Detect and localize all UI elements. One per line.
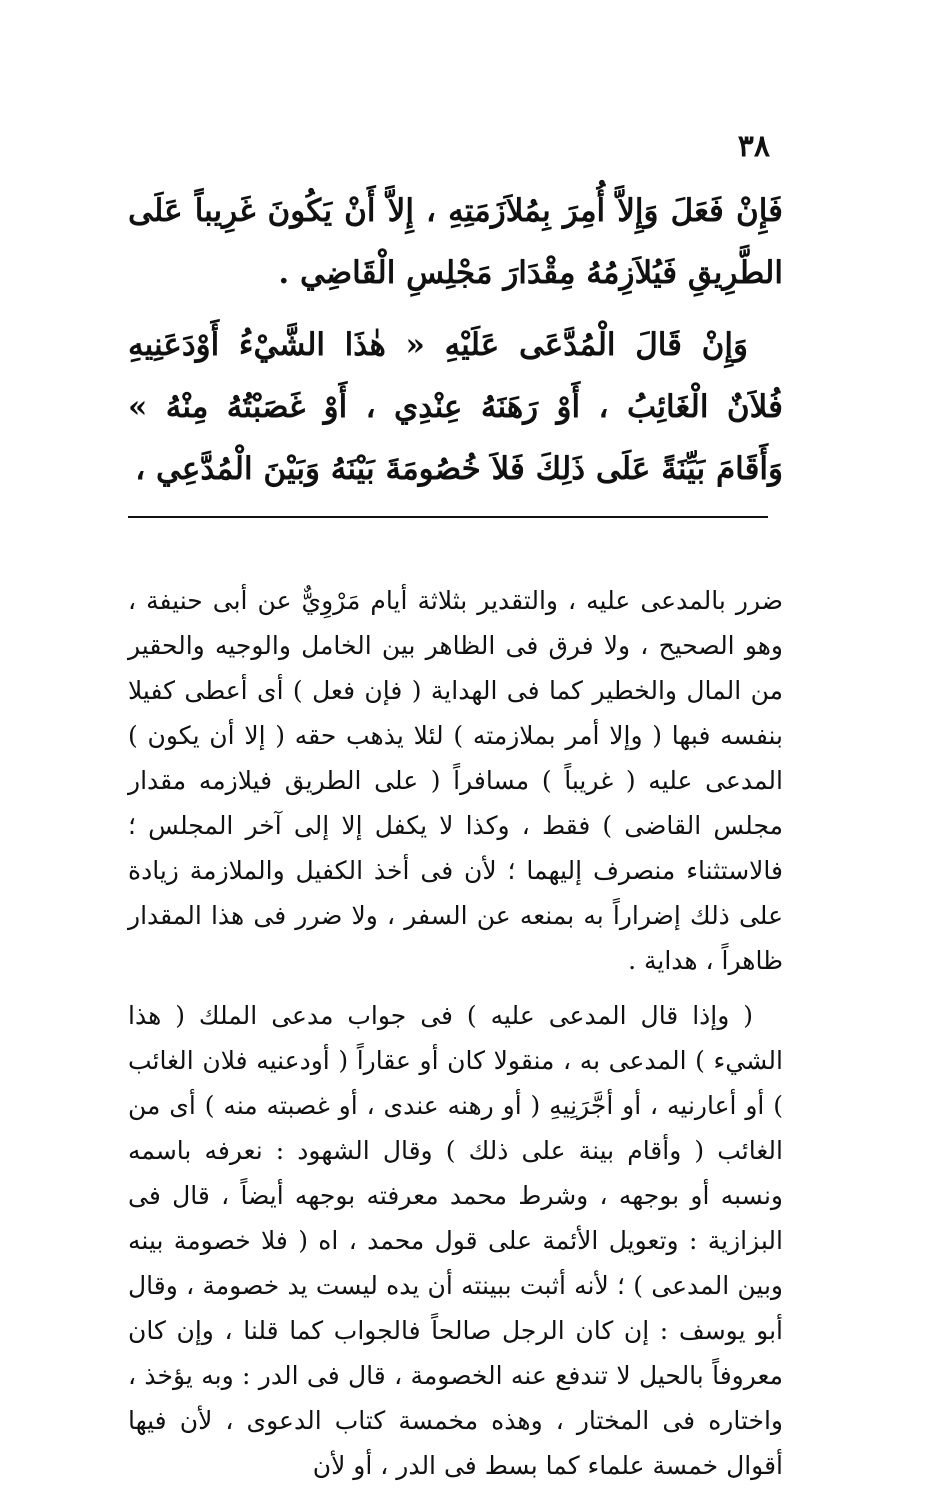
main-text-paragraph: وَإِنْ قَالَ الْمُدَّعَى عَلَيْهِ « هٰذَا الشَّيْءُ أَوْدَعَنِيهِ فُلاَنٌ الْغَائِبُ ، أَوْ رَهَنَهُ عِنْدِي ، أَوْ غَصَبْتُهُ مِنْهُ » وَأَقَامَ بَيِّنَةً عَلَى ذَلِكَ فَلاَ خُصُومَةَ بَيْنَهُ وَبَيْنَ الْمُدَّعِي ،: [128, 327, 783, 487]
page-number: ٣٨: [737, 129, 770, 164]
commentary-paragraph: ضرر بالمدعى عليه ، والتقدير بثلاثة أيام مَرْوِيٌّ عن أبى حنيفة ، وهو الصحيح ، ولا فرق فى الظاهر بين الخامل والوجيه والحقير من المال والخطير كما فى الهداية ( فإن فعل ) أى أعطى كفيلا بنفسه فبها ( وإلا أمر بملازمته ) لئلا يذهب حقه ( إلا أن يكون ) المدعى عليه ( غريباً ) مسافراً ( على الطريق فيلازمه مقدار مجلس القاضى ) فقط ، وكذا لا يكفل إلا إلى آخر المجلس ؛ فالاستثناء منصرف إليهما ؛ لأن فى أخذ الكفيل والملازمة زيادة على ذلك إضراراً به بمنعه عن السفر ، ولا ضرر فى هذا المقدار ظاهراً ، هداية .: [128, 586, 783, 975]
section-divider: [128, 516, 768, 518]
main-text-paragraph: فَإِنْ فَعَلَ وَإِلاَّ أُمِرَ بِمُلاَزَمَتِهِ ، إِلاَّ أَنْ يَكُونَ غَرِيباً عَلَى الطَّرِيقِ فَيُلاَزِمُهُ مِقْدَارَ مَجْلِسِ الْقَاضِي .: [128, 193, 783, 291]
commentary-paragraph: ( وإذا قال المدعى عليه ) فى جواب مدعى الملك ( هذا الشيء ) المدعى به ، منقولا كان أو عقاراً ( أودعنيه فلان الغائب ) أو أعارنيه ، أو أجَّرَنِيهِ ( أو رهنه عندى ، أو غصبته منه ) أى من الغائب ( وأقام بينة على ذلك ) وقال الشهود : نعرفه باسمه ونسبه أو بوجهه ، وشرط محمد معرفته بوجهه أيضاً ، قال فى البزازية : وتعويل الأئمة على قول محمد ، اه ( فلا خصومة بينه وبين المدعى ) ؛ لأنه أثبت ببينته أن يده ليست يد خصومة ، وقال أبو يوسف : إن كان الرجل صالحاً فالجواب كما قلنا ، وإن كان معروفاً بالحيل لا تندفع عنه الخصومة ، قال فى الدر : وبه يؤخذ ، واختاره فى المختار ، وهذه مخمسة كتاب الدعوى ، لأن فيها أقوال خمسة علماء كما بسط فى الدر ، أو لأن: [128, 1001, 783, 1480]
commentary-text: [128, 578, 783, 1498]
main-text: [128, 180, 783, 510]
